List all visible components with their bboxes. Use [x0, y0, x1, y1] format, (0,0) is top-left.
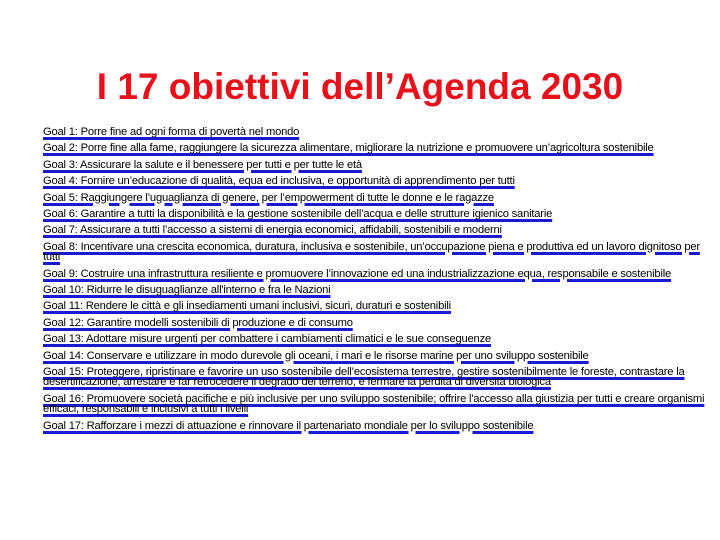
goal-link-1[interactable]: [43, 127, 708, 143]
goal-text[interactable]: Goal 14: Conservare e utilizzare in modo durevole gli oceani, i mari e le risorse marine per uno sviluppo sostenibile: [43, 349, 589, 362]
goal-text[interactable]: Goal 12: Garantire modelli sostenibili di produzione e di consumo: [43, 316, 353, 329]
goal-text[interactable]: Goal 1: Porre fine ad ogni forma di povertà nel mondo: [43, 126, 300, 138]
goal-link-14[interactable]: [43, 351, 708, 367]
goal-link-16[interactable]: [43, 394, 708, 421]
goal-link-6[interactable]: [43, 209, 708, 225]
goal-link-12[interactable]: [43, 318, 708, 334]
goal-text[interactable]: Goal 9: Costruire una infrastruttura resiliente e promuovere l’innovazione ed una industrializzazione equa, responsabile e sostenibile: [43, 267, 672, 280]
page-title: I 17 obiettivi dell’Agenda 2030: [96, 65, 624, 107]
goals-list: [43, 127, 708, 437]
goal-text[interactable]: Goal 11: Rendere le città e gli insediamenti umani inclusivi, sicuri, duraturi e sostenibili: [43, 300, 451, 313]
goal-text[interactable]: Goal 15: Proteggere, ripristinare e favorire un uso sostenibile dell’ecosistema terrestre, gestire sostenibilmente le foreste, contrastare la desertificazione, arrestare e far retrocedere il degrado del terreno, e fermare la perdita di diversità biologica: [43, 365, 685, 389]
goal-text[interactable]: Goal 2: Porre fine alla fame, raggiungere la sicurezza alimentare, migliorare la nutrizione e promuovere un’agricoltura sostenibile: [43, 142, 654, 155]
goal-link-15[interactable]: [43, 367, 708, 394]
goal-text[interactable]: Goal 4: Fornire un’educazione di qualità, equa ed inclusiva, e opportunità di apprendimento per tutti: [43, 175, 515, 188]
goal-link-4[interactable]: [43, 176, 708, 192]
goal-text[interactable]: Goal 13: Adottare misure urgenti per combattere i cambiamenti climatici e le sue conseguenze: [43, 333, 491, 346]
goal-link-7[interactable]: [43, 225, 708, 241]
goal-text[interactable]: Goal 3: Assicurare la salute e il benessere per tutti e per tutte le età: [43, 158, 362, 171]
goal-link-2[interactable]: [43, 143, 708, 159]
goal-link-10[interactable]: [43, 285, 708, 301]
goal-text[interactable]: Goal 10: Ridurre le disuguaglianze all'interno e fra le Nazioni: [43, 284, 331, 297]
goal-text[interactable]: Goal 5: Raggiungere l’uguaglianza di genere, per l’empowerment di tutte le donne e le ragazze: [43, 191, 494, 204]
goal-link-13[interactable]: [43, 334, 708, 350]
goal-text[interactable]: Goal 6: Garantire a tutti la disponibilità e la gestione sostenibile dell’acqua e delle strutture igienico sanitarie: [43, 207, 553, 220]
goal-text[interactable]: Goal 16: Promuovere società pacifiche e più inclusive per uno sviluppo sostenibile; offrire l'accesso alla giustizia per tutti e creare organismi efficaci, responsabili e inclusivi a tutti i livelli: [43, 392, 705, 416]
goal-link-8[interactable]: [43, 242, 708, 269]
goal-link-17[interactable]: [43, 421, 708, 437]
goal-link-9[interactable]: [43, 269, 708, 285]
goal-link-3[interactable]: [43, 160, 708, 176]
goal-link-11[interactable]: [43, 301, 708, 317]
goal-link-5[interactable]: [43, 193, 708, 209]
goal-text[interactable]: Goal 8: Incentivare una crescita economica, duratura, inclusiva e sostenibile, un’occupazione piena e produttiva ed un lavoro dignitoso per tutti: [43, 240, 700, 264]
goal-text[interactable]: Goal 17: Rafforzare i mezzi di attuazione e rinnovare il partenariato mondiale per lo sviluppo sostenibile: [43, 419, 534, 432]
goal-text[interactable]: Goal 7: Assicurare a tutti l’accesso a sistemi di energia economici, affidabili, sostenibili e moderni: [43, 224, 502, 237]
